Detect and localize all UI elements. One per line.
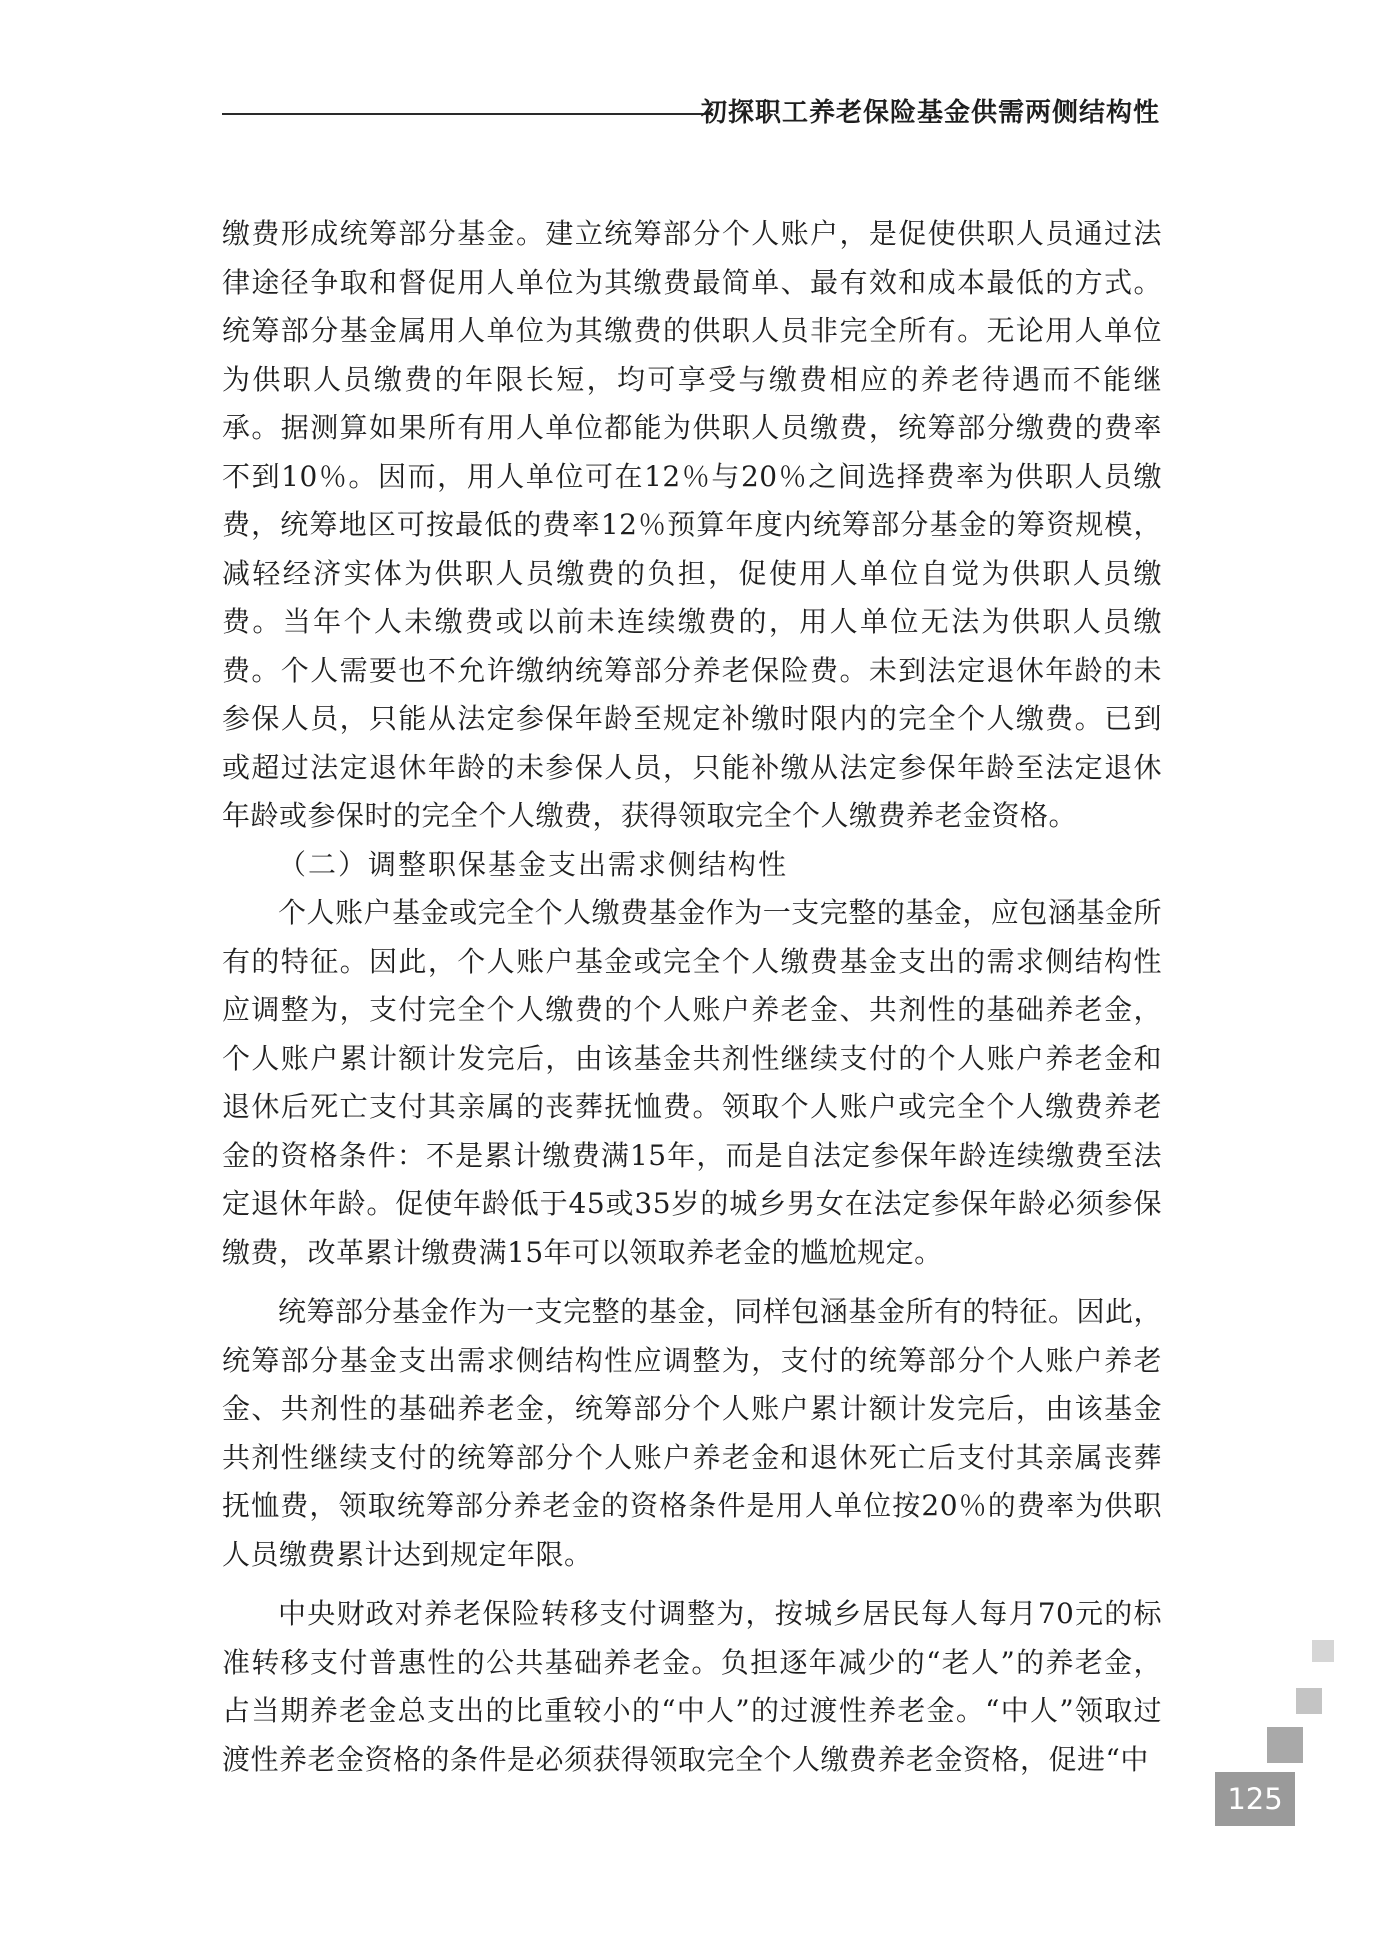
paragraph-personal-account: 个人账户基金或完全个人缴费基金作为一支完整的基金，应包涵基金所有的特征。因此，个人账户基金或完全个人缴费基金支出的需求侧结构性应调整为，支付完全个人缴费的个人账户养老金、共剂性的基础养老金，个人账户累计额计发完后，由该基金共剂性继续支付的个人账户养老金和退休后死亡支付其亲属的丧葬抚恤费。领取个人账户或完全个人缴费养老金的资格条件：不是累计缴费满15年，而是自法定参保年龄连续缴费至法定退休年龄。促使年龄低于45或35岁的城乡男女在法定参保年龄必须参保缴费，改革累计缴费满15年可以领取养老金的尴尬规定。	[222, 896, 1162, 1269]
paragraph-central-finance: 中央财政对养老保险转移支付调整为，按城乡居民每人每月70元的标准转移支付普惠性的公共基础养老金。负担逐年减少的“老人”的养老金，占当期养老金总支出的比重较小的“中人”的过渡性养老金。“中人”领取过渡性养老金资格的条件是必须获得领取完全个人缴费养老金资格，促进“中	[222, 1597, 1162, 1776]
decorative-square	[1312, 1640, 1334, 1662]
header-rule	[222, 113, 712, 115]
body-text	[222, 210, 1162, 1784]
paragraph-pooling-fund: 统筹部分基金作为一支完整的基金，同样包涵基金所有的特征。因此，统筹部分基金支出需求侧结构性应调整为，支付的统筹部分个人账户养老金、共剂性的基础养老金，统筹部分个人账户累计额计发完后，由该基金共剂性继续支付的统筹部分个人账户养老金和退休死亡后支付其亲属丧葬抚恤费，领取统筹部分养老金的资格条件是用人单位按20％的费率为供职人员缴费累计达到规定年限。	[222, 1295, 1162, 1571]
decorative-square	[1296, 1688, 1322, 1714]
running-title: 初探职工养老保险基金供需两侧结构性	[700, 98, 1160, 128]
paragraph-continued: 缴费形成统筹部分基金。建立统筹部分个人账户，是促使供职人员通过法律途径争取和督促用人单位为其缴费最简单、最有效和成本最低的方式。统筹部分基金属用人单位为其缴费的供职人员非完全所有。无论用人单位为供职人员缴费的年限长短，均可享受与缴费相应的养老待遇而不能继承。据测算如果所有用人单位都能为供职人员缴费，统筹部分缴费的费率不到10％。因而，用人单位可在12％与20％之间选择费率为供职人员缴费，统筹地区可按最低的费率12％预算年度内统筹部分基金的筹资规模，减轻经济实体为供职人员缴费的负担，促使用人单位自觉为供职人员缴费。当年个人未缴费或以前未连续缴费的，用人单位无法为供职人员缴费。个人需要也不允许缴纳统筹部分养老保险费。未到法定退休年龄的未参保人员，只能从法定参保年龄至规定补缴时限内的完全个人缴费。已到或超过法定退休年龄的未参保人员，只能补缴从法定参保年龄至法定退休年龄或参保时的完全个人缴费，获得领取完全个人缴费养老金资格。	[222, 217, 1162, 832]
page-number-box	[1215, 1772, 1295, 1826]
section-subheading: （二）调整职保基金支出需求侧结构性	[278, 847, 789, 881]
decorative-square	[1267, 1727, 1303, 1763]
page-number: 125	[1227, 1782, 1283, 1816]
